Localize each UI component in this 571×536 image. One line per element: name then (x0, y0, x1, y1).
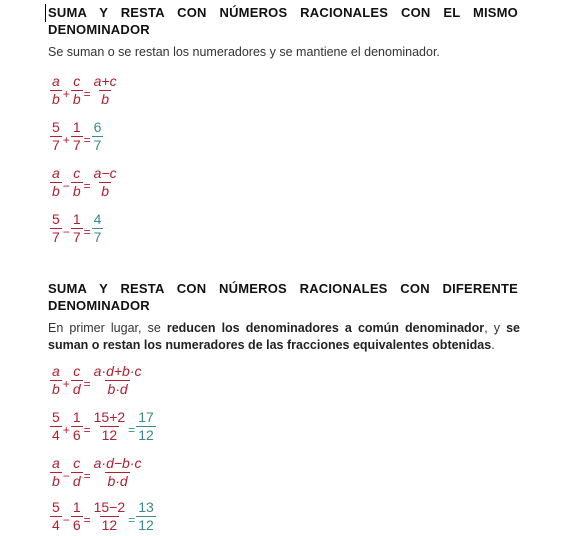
numerator: 13 (138, 498, 154, 515)
formula-same-denominator-sum-example (50, 118, 103, 154)
numerator: 1 (72, 408, 81, 425)
section1-description: Se suman o se restan los numeradores y se mantiene el denominador. (48, 45, 440, 59)
fraction (71, 456, 83, 489)
equals-sign: = (83, 468, 91, 483)
numerator: c (73, 72, 81, 89)
fraction (71, 74, 83, 107)
denominator: 12 (101, 516, 118, 533)
numerator: 5 (52, 118, 60, 135)
operator: + (62, 132, 70, 147)
equals-sign: = (83, 178, 91, 193)
fraction (92, 500, 128, 533)
numerator: a (52, 72, 60, 89)
fraction (71, 166, 83, 199)
formula-same-denominator-sum (50, 72, 119, 108)
fraction-result (92, 166, 119, 199)
fraction (50, 212, 62, 245)
formula-same-denominator-difference (50, 164, 119, 200)
equals-sign: = (83, 422, 91, 437)
numerator: 17 (138, 408, 154, 425)
denominator: 7 (93, 228, 102, 245)
operator: − (62, 512, 70, 527)
numerator: c (73, 164, 81, 181)
denominator: 12 (138, 426, 154, 443)
numerator: 1 (72, 118, 81, 135)
denominator: d (72, 472, 81, 489)
fraction (50, 410, 62, 443)
fraction (71, 120, 83, 153)
formula-different-denominator-sum (50, 362, 143, 398)
fraction (50, 456, 62, 489)
numerator: a (52, 362, 60, 379)
denominator: b (101, 90, 109, 107)
formula-same-denominator-difference-example (50, 210, 103, 246)
numerator: 1 (72, 210, 81, 227)
denominator: 7 (93, 136, 102, 153)
denominator: d (72, 380, 81, 397)
numerator: c (73, 362, 81, 379)
description-text: . (491, 338, 495, 352)
fraction (50, 120, 62, 153)
numerator: 5 (52, 498, 60, 515)
description-bold: se suman o restan los numeradores de las fracciones equivalentes obtenidas (48, 321, 521, 352)
numerator: a·d−b·c (93, 454, 142, 471)
denominator: b (72, 90, 81, 107)
operator: + (62, 422, 70, 437)
formula-different-denominator-sum-example (50, 408, 156, 444)
fraction-result (92, 74, 119, 107)
denominator: b (52, 472, 60, 489)
fraction (71, 410, 83, 443)
numerator: a (52, 164, 60, 181)
fraction (71, 212, 83, 245)
numerator: a−c (93, 164, 117, 181)
fraction-result (92, 364, 144, 397)
numerator: 15+2 (93, 408, 126, 425)
description-bold: reducen los denominadores a común denominador (166, 321, 485, 335)
description-text: En primer lugar, se (48, 321, 167, 335)
formula-different-denominator-difference (50, 454, 143, 490)
denominator: b (52, 380, 60, 397)
fraction (50, 364, 62, 397)
denominator: b (52, 90, 60, 107)
denominator: b (101, 182, 109, 199)
fraction (71, 500, 83, 533)
section2-description (48, 320, 520, 354)
description-text: , y (484, 321, 507, 335)
denominator: b·d (107, 472, 128, 489)
fraction (71, 364, 83, 397)
equals-sign: = (83, 86, 91, 101)
fraction-result (92, 120, 104, 153)
operator: + (62, 376, 70, 391)
formula-different-denominator-difference-example (50, 498, 156, 534)
denominator: 7 (52, 228, 60, 245)
denominator: 6 (72, 426, 81, 443)
denominator: 4 (52, 516, 60, 533)
denominator: 7 (72, 228, 81, 245)
numerator: a (52, 454, 60, 471)
operator: − (62, 224, 70, 239)
fraction-result (92, 212, 104, 245)
numerator: 5 (52, 210, 60, 227)
operator: − (62, 468, 70, 483)
numerator: c (73, 454, 81, 471)
operator: + (62, 86, 70, 101)
numerator: 6 (93, 118, 102, 135)
fraction-result (136, 410, 156, 443)
numerator: a·d+b·c (93, 362, 142, 379)
fraction (50, 74, 62, 107)
denominator: b (52, 182, 60, 199)
denominator: b·d (107, 380, 128, 397)
numerator: a+c (93, 72, 117, 89)
equals-sign: = (83, 376, 91, 391)
equals-sign: = (83, 512, 91, 527)
denominator: b (72, 182, 81, 199)
denominator: 12 (101, 426, 118, 443)
fraction (50, 166, 62, 199)
equals-sign: = (128, 512, 136, 527)
equals-sign: = (83, 224, 91, 239)
equals-sign: = (128, 422, 136, 437)
section2-title: SUMA Y RESTA CON NÚMEROS RACIONALES CON DIFERENTE DENOMINADOR (48, 281, 518, 313)
denominator: 12 (138, 516, 154, 533)
numerator: 5 (52, 408, 60, 425)
denominator: 7 (52, 136, 60, 153)
fraction (92, 410, 128, 443)
equals-sign: = (83, 132, 91, 147)
operator: − (62, 178, 70, 193)
fraction-result (92, 456, 144, 489)
denominator: 4 (52, 426, 60, 443)
denominator: 6 (72, 516, 81, 533)
fraction (50, 500, 62, 533)
denominator: 7 (72, 136, 81, 153)
numerator: 1 (72, 498, 81, 515)
numerator: 4 (93, 210, 102, 227)
text-cursor (45, 4, 46, 22)
fraction-result (136, 500, 156, 533)
section1-title: SUMA Y RESTA CON NÚMEROS RACIONALES CON EL MISMO DENOMINADOR (48, 5, 518, 37)
numerator: 15−2 (93, 498, 126, 515)
